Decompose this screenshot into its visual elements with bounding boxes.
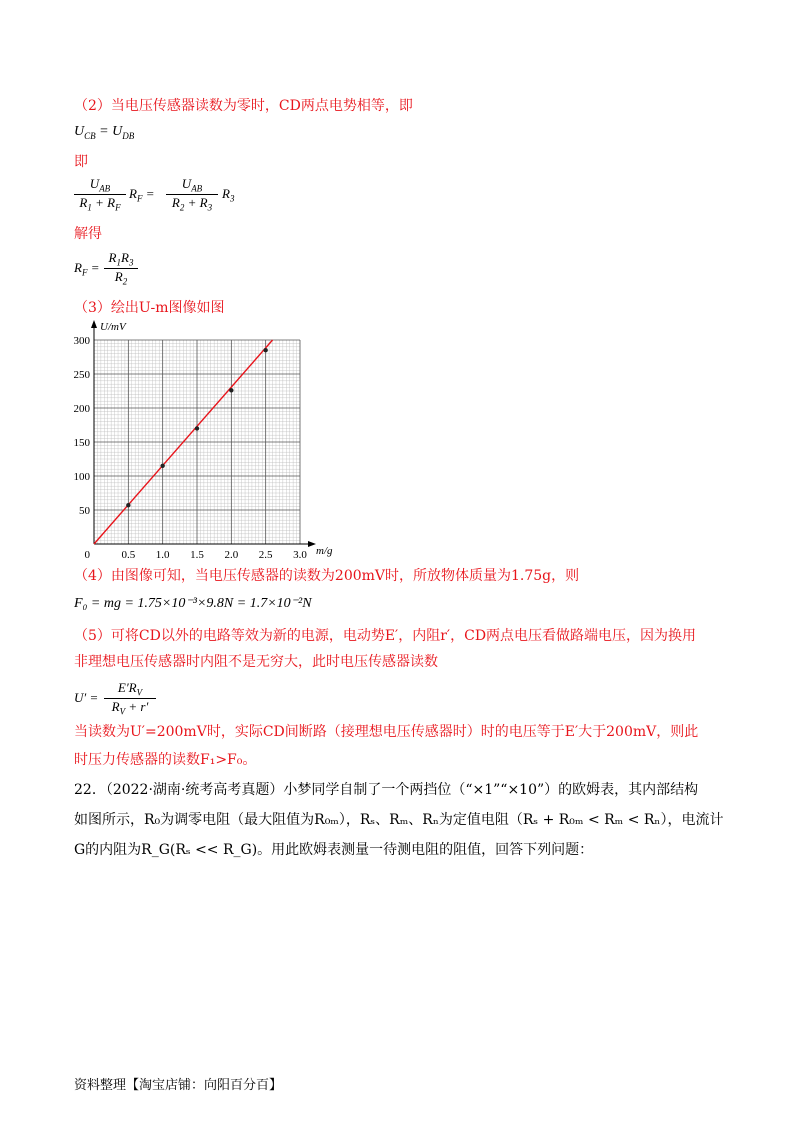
y-tick-label: 200 — [73, 403, 90, 415]
q22-line1: 22．（2022·湖南·统考高考真题）小梦同学自制了一个两挡位（“×1”“×10”）的欧姆表，其内部结构 — [74, 782, 699, 798]
y-axis-arrow — [91, 320, 97, 328]
footer-text: 资料整理【淘宝店铺：向阳百分百】 — [74, 1078, 283, 1093]
equation-u-prime: U′ = $\frac{E'R_V}{R_V + r'}$ — [74, 680, 194, 720]
x-tick-label: 3.0 — [293, 549, 307, 561]
q22-line2: 如图所示，R₀为调零电阻（最大阻值为R₀ₘ），Rₛ、Rₘ、Rₙ为定值电阻（Rₛ + R₀ₘ < Rₘ < Rₙ），电流计 — [74, 812, 724, 828]
part4-text: （4）由图像可知，当电压传感器的读数为200mV时，所放物体质量为1.75g，则 — [74, 568, 580, 584]
y-tick-label: 300 — [73, 335, 90, 347]
equation-balance: $U_{AB}$ $R_1 + R_F$ $R_F$ = $U_{AB}$ $R_2 + R_3$ $R_3$ — [74, 176, 274, 216]
x-axis-arrow — [308, 541, 316, 547]
equation-f0: F₀ = mg = 1.75×10⁻³×9.8N = 1.7×10⁻²N — [74, 596, 312, 611]
q22-line3: G的内阻为R_G(Rₛ << R_G)。用此欧姆表测量一待测电阻的阻值，回答下列问题： — [74, 842, 594, 858]
equation-rf: $R_F$ = $\frac{R_1R_3}{R_2}$ — [74, 250, 174, 290]
part5-conclusion1: 当读数为U′=200mV时，实际CD间断路（接理想电压传感器时）时的电压等于E′大于200mV，则此 — [74, 724, 699, 740]
y-axis-label: U/mV — [100, 321, 126, 333]
x-axis-label: m/g — [316, 545, 333, 557]
part5-line1: （5）可将CD以外的电路等效为新的电源，电动势E′，内阻r′，CD两点电压看做路端电压，因为换用 — [74, 628, 697, 644]
y-tick-label: 50 — [79, 505, 90, 517]
jiede-label: 解得 — [74, 226, 102, 242]
x-tick-label: 1.5 — [190, 549, 204, 561]
part3-intro: （3）绘出U-m图像如图 — [74, 300, 225, 316]
data-point — [126, 503, 130, 507]
u-m-chart — [66, 318, 346, 563]
origin-label: 0 — [84, 549, 90, 561]
y-tick-label: 150 — [73, 437, 90, 449]
y-tick-label: 250 — [73, 369, 90, 381]
data-point — [160, 464, 164, 468]
x-tick-label: 2.0 — [224, 549, 239, 561]
part5-conclusion2: 时压力传感器的读数F₁>F₀。 — [74, 752, 257, 768]
part2-intro: （2）当电压传感器读数为零时，CD两点电势相等，即 — [74, 98, 413, 114]
x-tick-label: 0.5 — [121, 549, 136, 561]
y-tick-label: 100 — [73, 471, 90, 483]
part5-line2: 非理想电压传感器时内阻不是无穷大，此时电压传感器读数 — [74, 654, 438, 670]
x-tick-label: 1.0 — [155, 549, 170, 561]
data-point — [195, 426, 199, 430]
data-point — [263, 348, 267, 352]
data-point — [229, 388, 233, 392]
equation-ucb-udb: $U_{CB} = U_{DB}$ — [74, 124, 135, 141]
x-tick-label: 2.5 — [258, 549, 273, 561]
ji-label: 即 — [74, 154, 88, 170]
